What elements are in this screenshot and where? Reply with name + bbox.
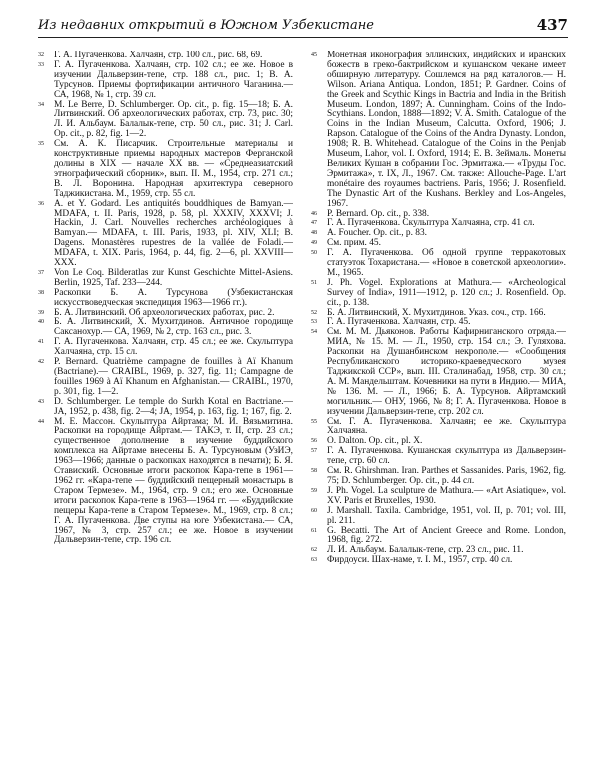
footnote <box>38 61 293 101</box>
footnote <box>38 101 293 141</box>
footnote-text: O. Dalton. Op. cit., pl. X. <box>327 436 423 447</box>
footnote-number: 58 <box>311 468 317 475</box>
footnote-number: 33 <box>38 61 44 68</box>
footnote-number: 48 <box>311 230 317 237</box>
footnote-number: 42 <box>38 359 44 366</box>
footnote <box>311 556 566 566</box>
footnote-text: Фирдоуси. Шах-наме, т. I. М., 1957, стр. 40 сл. <box>327 555 513 566</box>
footnote-number: 38 <box>38 289 44 296</box>
footnote-text: J. Ph. Vogel. La sculpture de Mathura.— «Art Asiatique», vol. XV. Paris et Bruxelles, 1930. <box>327 485 566 506</box>
footnote-number: 59 <box>311 487 317 494</box>
footnote <box>38 289 293 309</box>
footnote <box>38 338 293 358</box>
footnotes-left-column <box>38 51 293 766</box>
footnotes-right-column <box>311 51 566 766</box>
footnote <box>38 318 293 338</box>
header-rule <box>38 37 568 38</box>
footnote-text: Г. А. Пугаченкова. Халчаян, стр. 102 сл.; ее же. Новое в изучении Дальверзин-тепе, стр. 188 сл., рис. 1; В. А. Турсунов. Приемы фортификации античного Чаганина.— СА, 1968, № 1, стр. 39 сл. <box>54 59 293 100</box>
footnote <box>311 507 566 527</box>
footnote <box>311 328 566 417</box>
footnote-text: Г. А. Пугаченкова. Кушанская скульптура из Дальверзин-тепе, стр. 60 сл. <box>327 446 566 467</box>
footnote <box>38 418 293 547</box>
footnote-number: 32 <box>38 52 44 58</box>
footnote-text: Б. А. Литвинский, Х. Мухитдинов. Указ. соч., стр. 166. <box>327 307 546 318</box>
footnote-number: 53 <box>311 319 317 326</box>
footnote-text: P. Bernard. Quatrième campagne de fouilles à Aï Khanum (Bactriane).— CRAIBL, 1969, p. 327, fig. 11; Campagne de fouilles 1969 à Aï Khanum en Afghanistan.— CRAIBL, 1970, p. 301, fig. 1—2. <box>54 357 293 397</box>
footnote-number: 34 <box>38 101 44 108</box>
footnote-number: 43 <box>38 398 44 405</box>
footnote-text: A. Foucher. Op. cit., p. 83. <box>327 228 427 239</box>
footnote-text: Г. А. Пугаченкова. Скульптура Халчаяна, стр. 41 сл. <box>327 218 535 229</box>
footnote-text: См. Г. А. Пугаченкова. Халчаян; ее же. Скульптура Халчаяна. <box>327 416 566 437</box>
footnote <box>311 51 566 210</box>
footnote <box>38 200 293 269</box>
footnote <box>311 249 566 279</box>
footnote <box>38 398 293 418</box>
footnote-text: Л. И. Альбаум. Балалык-тепе, стр. 23 сл., рис. 11. <box>327 545 524 556</box>
footnote <box>311 467 566 487</box>
footnote-text: J. Ph. Vogel. Explorations at Mathura.— «Archeological Survey of India», 1911—1912, p. 120 сл.; J. Rosenfield. Op. cit., p. 138. <box>327 277 566 308</box>
footnote-text: Г. А. Пугаченкова. Халчаян, стр. 45. <box>327 317 471 328</box>
footnote-number: 40 <box>38 319 44 326</box>
footnote-text: Раскопки Б. А. Турсунова (Узбекистанская искусствоведческая экспедиция 1963—1966 гг.). <box>54 287 293 308</box>
footnote-text: См. М. М. Дьяконов. Работы Кафирниганского отряда.— МИА, № 15. М. — Л., 1950, стр. 154 сл.; Э. Гуляхова. Раскопки на Душанбинском некрополе.— «Сообщения Республиканского историко-краеведческого музея Таджикской ССР», вып. III. Сталинабад, 1958, стр. 30 сл.; А. М. Мандельштам. Кочевники на пути в Индию.— МИА, № 136. М. — Л., 1966; Б. А. Турсунов. Айртамский могильник.— ОНУ, 1966, № 8; Г. А. Пугаченкова. Новое в изучении Дальверзин-тепе, стр. 202 сл. <box>327 327 566 417</box>
footnote <box>311 487 566 507</box>
footnote <box>38 140 293 199</box>
footnote-number: 37 <box>38 269 44 276</box>
footnote-text: P. Bernard. Op. cit., p. 338. <box>327 208 430 219</box>
footnote-number: 49 <box>311 240 317 247</box>
footnote-text: Б. А. Литвинский. Об археологических работах, рис. 2. <box>54 307 275 318</box>
footnote-number: 56 <box>311 438 317 445</box>
footnote-text: M. Le Berre, D. Schlumberger. Op. cit., p. fig. 15—18; Б. А. Литвинский. Об археологических работах, стр. 73, рис. 30; Л. И. Альбаум. Балалык-тепе, стр. 50 сл., рис. 31; J. Carl. Op. cit., p. 82, fig. 1—2. <box>54 99 293 140</box>
footnote-text: J. Marshall. Taxila. Cambridge, 1951, vol. II, p. 701; vol. III, pl. 211. <box>327 505 566 526</box>
footnote-text: Von Le Coq. Bilderatlas zur Kunst Geschichte Mittel-Asiens. Berlin, 1925, Taf. 233—244. <box>54 267 293 288</box>
footnote-text: Г. А. Пугаченкова. Халчаян, стр. 45 сл.; ее же. Скульптура Халчаяна, стр. 15 сл. <box>54 337 293 358</box>
footnote-text: A. et Y. Godard. Les antiquités bouddhiques de Bamyan.— MDAFA, t. II. Paris, 1928, p. 58, pl. XXXIV, XXXVI; J. Hackin, J. Carl. Nouvelles recherches archéologiques à Bamyan.— MDAFA, t. III. Paris, 1933, pl. XIV, XLI; B. Dagens. Monastères rupestres de la vallée de Foladi.— MDAFA, t. XIX. Paris, 1964, p. 44, fig. 2—6, pl. XXVIII—XXX. <box>54 198 293 269</box>
footnote-text: Монетная иконография эллинских, индийских и иранских божеств в греко-бактрийском и кушанском чекане имеет обширную литературу. Сошлемся на ряд каталогов.— H. Wilson. Ariana Antiqua. London, 1851; P. Gardner. Coins of the Greek and Scythic Kings in Bactria and India in the British Museum. London, 1897; A. Cunningham. Coins of the Indo-Scythians. London, 1888—1892; V. A. Smith. Catalogue of the Coins in the Indian Museum, Calcutta. Oxford, 1906; J. Rapson. Catalogue of the Coins of the Andra Dynasty. London, 1908; R. B. Whitehead. Catalogue of the Coins in the Penjab Museum, Lahor, vol. I. Oxford, 1914; Е. В. Зеймаль. Монеты Великих Кушан в собрании Гос. Эрмитажа.— «Труды Гос. Эрмитажа», т. IX, Л., 1967. См. также: Allouche-Page. L'art monétaire des royaumes bactriens. Paris, 1956; J. Rosenfield. The Dynastic Art of the Kushans. Berkley and Los-Angeles, 1967. <box>327 51 566 209</box>
footnote-number: 41 <box>38 339 44 346</box>
footnote-text: Г. А. Пугаченкова. Халчаян, стр. 100 сл., рис. 68, 69. <box>54 51 263 60</box>
footnote-number: 57 <box>311 448 317 455</box>
footnote-number: 52 <box>311 309 317 316</box>
footnote-text: D. Schlumberger. Le temple do Surkh Kotal en Bactriane.— JA, 1952, p. 438, fig. 2—4; JA, 1954, p. 163, fig. 1; 167, fig. 2. <box>54 396 293 417</box>
footnote-number: 50 <box>311 250 317 257</box>
footnote-number: 63 <box>311 557 317 564</box>
footnote-number: 51 <box>311 279 317 286</box>
footnote-number: 35 <box>38 141 44 148</box>
footnote-number: 54 <box>311 329 317 336</box>
footnote <box>38 269 293 289</box>
footnote-number: 44 <box>38 418 44 425</box>
footnote-number: 62 <box>311 547 317 554</box>
footnote-number: 60 <box>311 507 317 514</box>
footnote <box>311 418 566 438</box>
running-title: Из недавних открытий в Южном Узбекистане <box>38 18 374 33</box>
footnote-text: Б. А. Литвинский, Х. Мухитдинов. Античное городище Саксанохур.— СА, 1969, № 2, стр. 163 сл., рис. 3. <box>54 317 293 338</box>
footnote-number: 36 <box>38 200 44 207</box>
footnote-number: 55 <box>311 418 317 425</box>
footnote-text: См. прим. 45. <box>327 238 381 249</box>
footnote-text: См. R. Ghirshman. Iran. Parthes et Sassanides. Paris, 1962, fig. 75; D. Schlumberger. Op. cit., p. 44 сл. <box>327 466 566 486</box>
footnote-text: М. Е. Массон. Скульптура Айртама; М. И. Вязьмитина. Раскопки на городище Айртам.— ТАКЭ, т. II, стр. 23 сл.; существенное дополнение в изучение буддийского комплекса на Айртаме внесены Б. А. Турсуновым (УзИЭ, 1963—1966; данные о раскопках находятся в печати); Б. Я. Ставиский. Основные итоги раскопок Кара-тепе в 1961—1962 гг. «Кара-тепе — буддийский пещерный монастырь в Старом Термезе». М., 1964, стр. 9 сл.; его же. Основные итоги раскопок Кара-тепе в 1963—1964 гг. — «Буддийские пещеры Кара-тепе в Старом Термезе». М., 1969, стр. 8 сл.; Г. А. Пугаченкова. Две ступы на юге Узбекистана.— СА, 1967, № 3, стр. 257 сл.; ее же. Новое в изучении Дальверзин-тепе, стр. 196 сл. <box>54 416 293 546</box>
footnote-number: 45 <box>311 52 317 58</box>
footnote <box>311 527 566 547</box>
footnote-number: 39 <box>38 309 44 316</box>
footnote <box>311 279 566 309</box>
footnote-number: 61 <box>311 527 317 534</box>
footnote-number: 47 <box>311 220 317 227</box>
page-header <box>38 14 568 36</box>
footnote <box>311 447 566 467</box>
footnote <box>38 358 293 398</box>
footnote-text: G. Becatti. The Art of Ancient Greece and Rome. London, 1968, fig. 272. <box>327 525 566 546</box>
footnote-text: Г. А. Пугаченкова. Об одной группе терракотовых статуэток Тохаристана.— «Новое в советской археологии». М., 1965. <box>327 248 566 278</box>
footnote-text: См. А. К. Писарчик. Строительные материалы и конструктивные приемы народных мастеров Ферганской долины в XIX — начале XX вв. — «Среднеазиатский этнографический сборник», вып. II. М., 1954, стр. 271 сл.; В. Л. Воронина. Народная архитектура северного Таджикистана. М., 1959, стр. 55 сл. <box>54 139 293 199</box>
page-number: 437 <box>536 16 568 34</box>
footnote-number: 46 <box>311 210 317 217</box>
